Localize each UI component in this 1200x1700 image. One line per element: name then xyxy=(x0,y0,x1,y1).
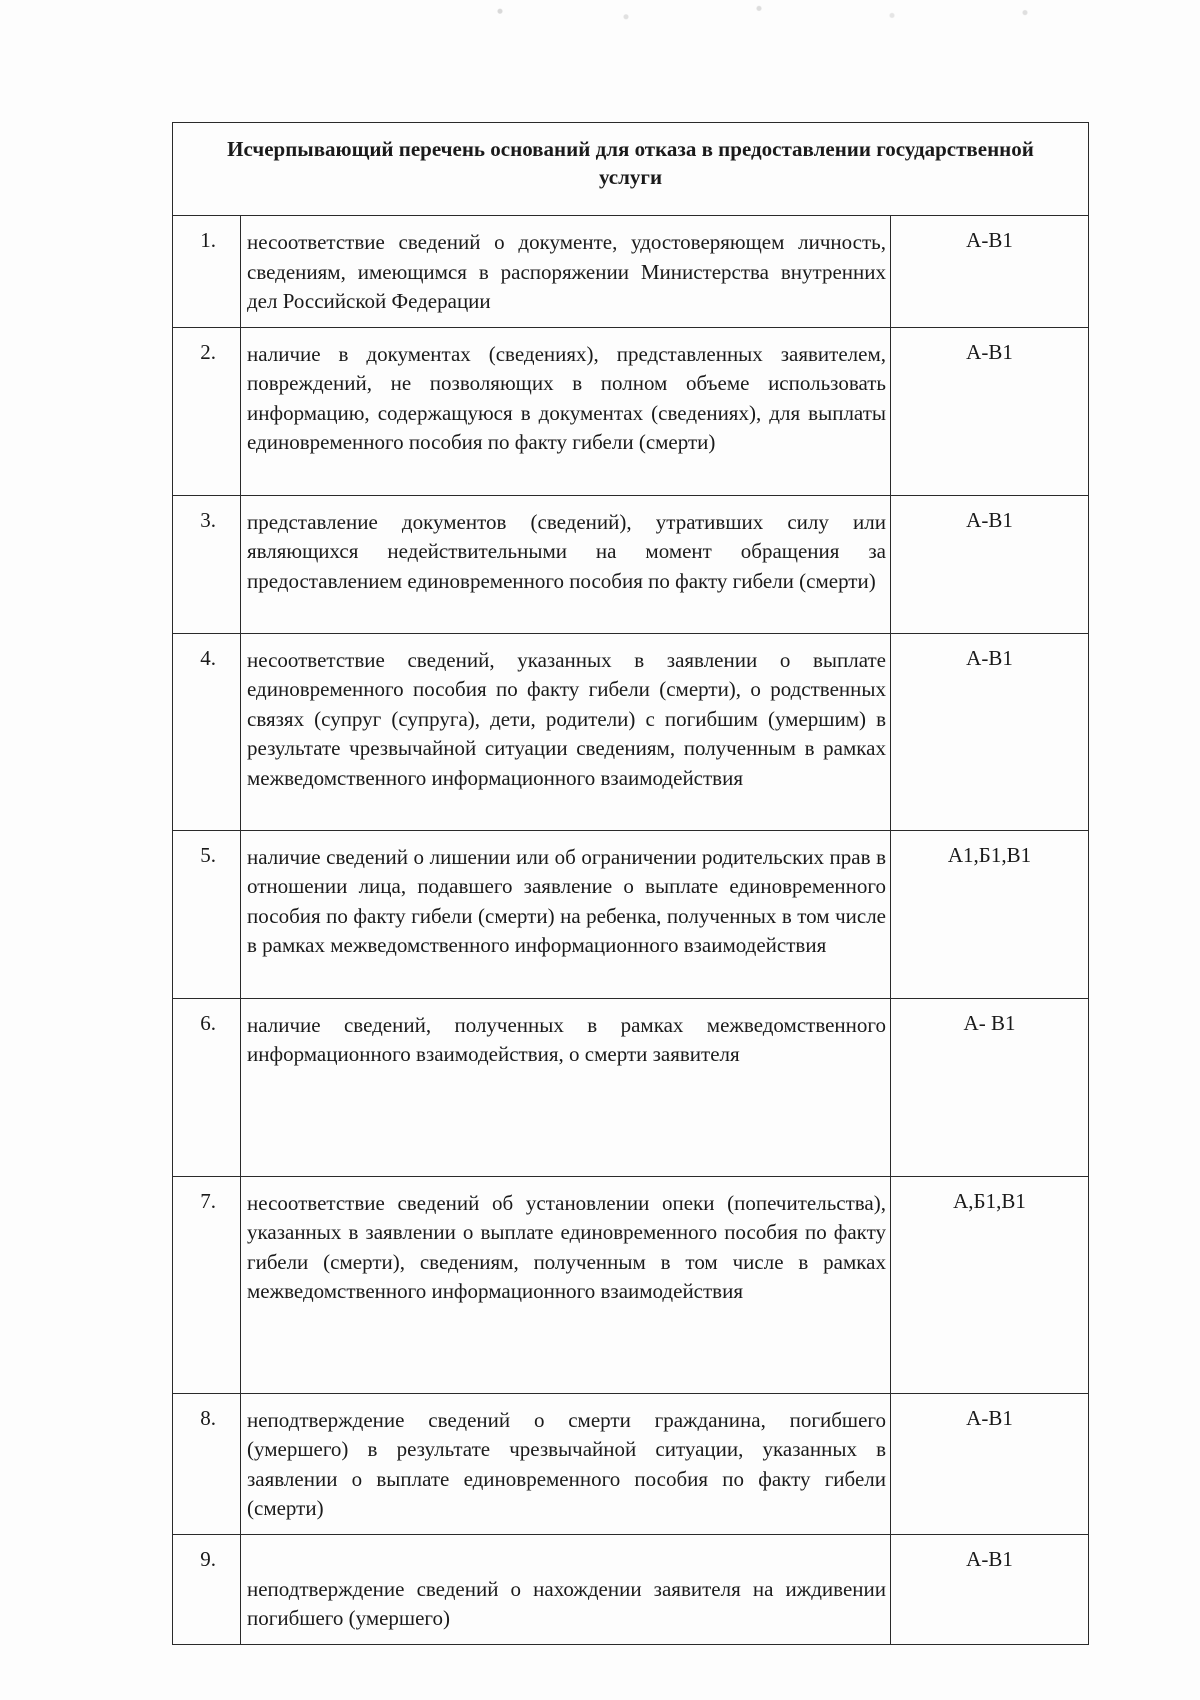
row-code: А1,Б1,В1 xyxy=(891,830,1089,998)
row-code: А-В1 xyxy=(891,327,1089,495)
table-row xyxy=(173,633,1089,830)
table-header-row xyxy=(173,123,1089,216)
row-number: 6. xyxy=(173,998,241,1176)
row-text: несоответствие сведений об установлении опеки (попечительства), указанных в заявлении о выплате единовременного пособия по факту гибели (смерти), сведениям, полученным в том числе в рамках межведомственного информационного взаимодействия xyxy=(241,1176,891,1393)
row-code: А- В1 xyxy=(891,998,1089,1176)
row-text: несоответствие сведений о документе, удостоверяющем личность, сведениям, имеющимся в распоряжении Министерства внутренних дел Российской Федерации xyxy=(241,216,891,328)
row-text: наличие сведений о лишении или об ограничении родительских прав в отношении лица, подавшего заявление о выплате единовременного пособия по факту гибели (смерти) на ребенка, полученных в том числе в рамках межведомственного информационного взаимодействия xyxy=(241,830,891,998)
row-code: А-В1 xyxy=(891,633,1089,830)
row-code: А-В1 xyxy=(891,495,1089,633)
row-number: 9. xyxy=(173,1534,241,1644)
table-row xyxy=(173,830,1089,998)
row-number: 8. xyxy=(173,1393,241,1534)
table-row xyxy=(173,1393,1089,1534)
row-text: наличие в документах (сведениях), представленных заявителем, повреждений, не позволяющих в полном объеме использовать информацию, содержащуюся в документах (сведениях), для выплаты единовременного пособия по факту гибели (смерти) xyxy=(241,327,891,495)
row-text: неподтверждение сведений о нахождении заявителя на иждивении погибшего (умершего) xyxy=(241,1534,891,1644)
row-text: неподтверждение сведений о смерти гражданина, погибшего (умершего) в результате чрезвычайной ситуации, указанных в заявлении о выплате единовременного пособия по факту гибели (смерти) xyxy=(241,1393,891,1534)
row-number: 5. xyxy=(173,830,241,998)
table-row xyxy=(173,495,1089,633)
row-code: А-В1 xyxy=(891,1393,1089,1534)
row-number: 7. xyxy=(173,1176,241,1393)
row-number: 2. xyxy=(173,327,241,495)
row-number: 1. xyxy=(173,216,241,328)
refusal-reasons-table xyxy=(172,122,1089,1645)
row-text: несоответствие сведений, указанных в заявлении о выплате единовременного пособия по факту гибели (смерти), о родственных связях (супруг (супруга), дети, родители) с погибшим (умершим) в результате чрезвычайной ситуации сведениям, полученным в рамках межведомственного информационного взаимодействия xyxy=(241,633,891,830)
row-number: 3. xyxy=(173,495,241,633)
row-code: А-В1 xyxy=(891,1534,1089,1644)
table-row xyxy=(173,998,1089,1176)
table-row xyxy=(173,327,1089,495)
scan-artifacts xyxy=(430,0,1130,28)
row-text: наличие сведений, полученных в рамках межведомственного информационного взаимодействия, о смерти заявителя xyxy=(241,998,891,1176)
row-number: 4. xyxy=(173,633,241,830)
row-code: А-В1 xyxy=(891,216,1089,328)
table-title: Исчерпывающий перечень оснований для отказа в предоставлении государственной услуги xyxy=(173,123,1089,216)
table-row xyxy=(173,1534,1089,1644)
table-row xyxy=(173,1176,1089,1393)
row-text: представление документов (сведений), утративших силу или являющихся недействительными на момент обращения за предоставлением единовременного пособия по факту гибели (смерти) xyxy=(241,495,891,633)
table-row xyxy=(173,216,1089,328)
row-code: А,Б1,В1 xyxy=(891,1176,1089,1393)
